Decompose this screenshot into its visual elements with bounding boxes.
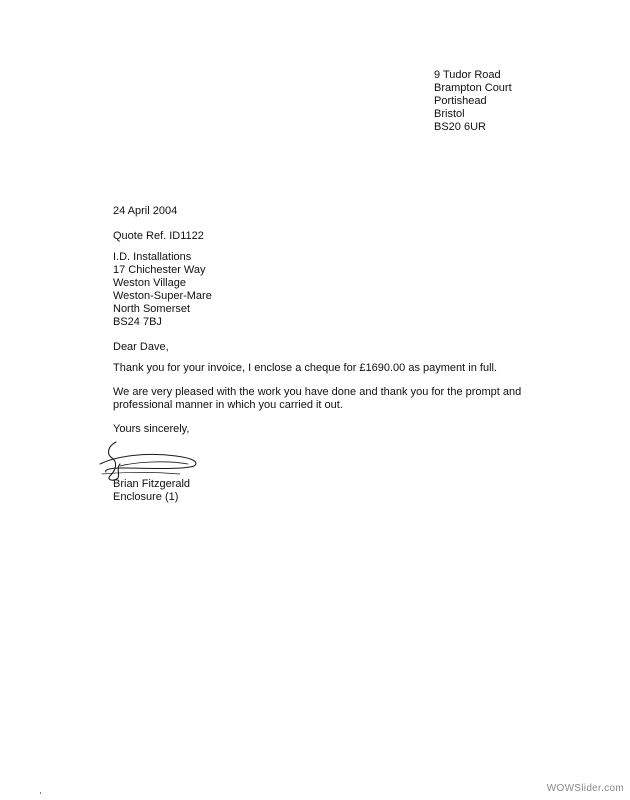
enclosure-note: Enclosure (1) <box>113 491 179 503</box>
body-paragraph-thanks: We are very pleased with the work you have done and thank you for the prompt and professional manner in which you carried it out. <box>113 386 522 411</box>
sender-address-line: Bristol <box>434 108 465 120</box>
sender-address <box>434 69 512 134</box>
recipient-address-line: BS24 7BJ <box>113 316 162 328</box>
recipient-address-line: North Somerset <box>113 303 191 315</box>
recipient-address <box>113 251 212 329</box>
quote-reference: Quote Ref. ID1122 <box>113 230 204 242</box>
sender-address-line: 9 Tudor Road <box>434 69 501 81</box>
signer-block <box>113 478 190 504</box>
watermark-text: WOWSlider.com <box>546 783 624 794</box>
closing: Yours sincerely, <box>113 423 190 435</box>
signer-name: Brian Fitzgerald <box>113 478 191 490</box>
recipient-address-line: 17 Chichester Way <box>113 264 206 276</box>
sender-address-line: Brampton Court <box>434 82 512 94</box>
sender-address-line: BS20 6UR <box>434 121 486 133</box>
recipient-address-line: I.D. Installations <box>113 251 192 263</box>
salutation: Dear Dave, <box>113 341 169 353</box>
recipient-address-line: Weston-Super-Mare <box>113 290 212 302</box>
recipient-address-line: Weston Village <box>113 277 186 289</box>
body-paragraph-payment: Thank you for your invoice, I enclose a cheque for £1690.00 as payment in full. <box>113 362 498 374</box>
letter-date: 24 April 2004 <box>113 205 178 217</box>
scan-speck <box>40 792 41 794</box>
sender-address-line: Portishead <box>434 95 487 107</box>
